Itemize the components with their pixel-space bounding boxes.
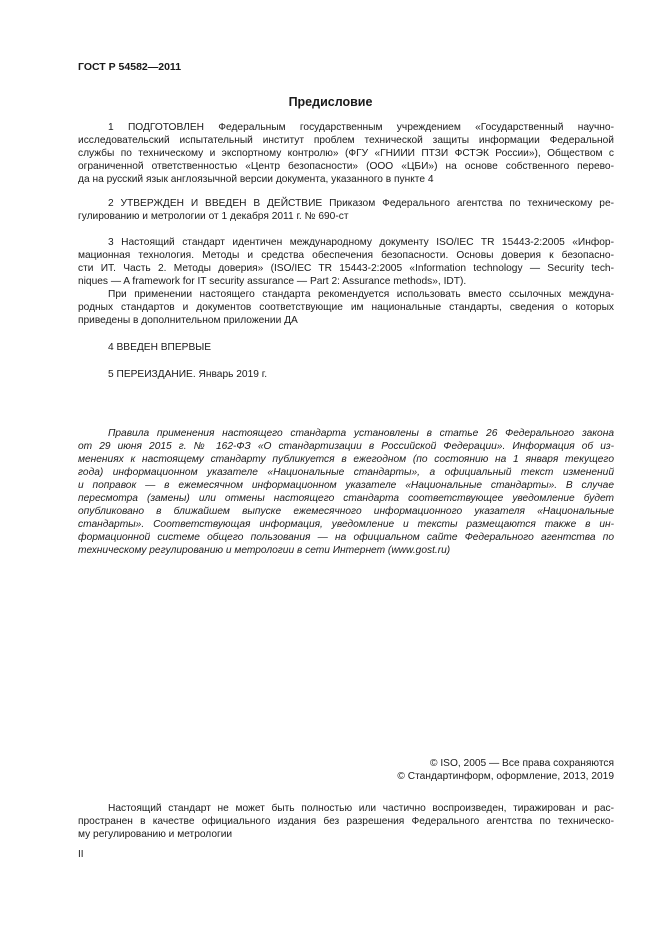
text-line: 2 УТВЕРЖДЕН И ВВЕДЕН В ДЕЙСТВИЕ Приказом Федерального агентства по техническому ре-: [108, 198, 614, 209]
text-line: гулированию и метрологии от 1 декабря 2011 г. № 690-ст: [78, 211, 349, 222]
text-line: При применении настоящего стандарта рекомендуется использовать вместо ссылочных междуна-: [108, 289, 614, 300]
copyright-standartinform: © Стандартинформ, оформление, 2013, 2019: [397, 771, 614, 782]
paragraph-introduced: [78, 341, 614, 354]
text-line: пространен в качестве официального издания без разрешения Федерального агентства по техническо-: [78, 816, 614, 827]
text-line: приведены в дополнительном приложении ДА: [78, 315, 298, 326]
text-line: Правила применения настоящего стандарта установлены в статье 26 Федерального закона: [108, 428, 614, 439]
text-line: формационной системе общего пользования — на официальном сайте Федерального агентства по: [78, 532, 614, 543]
page-title: Предисловие: [288, 95, 373, 109]
text-line: niques — A framework for IT security assurance — Part 2: Assurance methods», IDT).: [78, 276, 467, 287]
copyright-block: [78, 757, 614, 783]
copyright-iso: © ISO, 2005 — Все права сохраняются: [430, 758, 614, 769]
paragraph-identical: [78, 236, 614, 327]
text-line: 1 ПОДГОТОВЛЕН Федеральным государственным учреждением «Государственный научно-: [108, 122, 614, 133]
text-line: и поправок — в ежемесячном информационном указателе «Национальные стандарты». В случае: [78, 480, 614, 491]
text-line: Настоящий стандарт не может быть полностью или частично воспроизведен, тиражирован и рас-: [108, 803, 614, 814]
text-line: 4 ВВЕДЕН ВПЕРВЫЕ: [108, 342, 212, 353]
page-number: II: [78, 849, 84, 860]
paragraph-republished: [78, 368, 614, 381]
text-line: пересмотра (замены) или отмены настоящего стандарта соответствующее уведомление будет: [78, 493, 614, 504]
standard-id: ГОСТ Р 54582—2011: [78, 61, 182, 73]
text-line: 3 Настоящий стандарт идентичен международному документу ISO/IEC TR 15443-2:2005 «Инфор-: [108, 237, 614, 248]
text-line: исследовательский испытательный институт проблем технической защиты информации Федеральной: [78, 135, 614, 146]
reproduction-notice: [78, 802, 614, 841]
rules-note: [78, 427, 614, 557]
text-line: техническому регулированию и метрологии в сети Интернет (www.gost.ru): [78, 545, 451, 556]
paragraph-approved: [78, 197, 614, 223]
text-line: 5 ПЕРЕИЗДАНИЕ. Январь 2019 г.: [108, 369, 268, 380]
text-line: ограниченной ответственностью «Центр безопасности» (ООО «ЦБИ») на основе собственного перево-: [78, 161, 614, 172]
text-line: сти ИТ. Часть 2. Методы доверия» (ISO/IEC TR 15443-2:2005 «Information technology — Security tech-: [78, 263, 614, 274]
text-line: да на русский язык англоязычной версии документа, указанного в пункте 4: [78, 174, 434, 185]
text-line: родных стандартов и документов соответствующие им национальные стандарты, сведения о которых: [78, 302, 614, 313]
paragraph-prepared-by: [78, 121, 614, 186]
text-line: службы по техническому и экспортному контролю» (ФГУ «ГНИИИ ПТЗИ ФСТЭК России»), Обществом с: [78, 148, 614, 159]
text-line: года) информационном указателе «Национальные стандарты», а официальный текст изменений: [78, 467, 614, 478]
text-line: мационная технология. Методы и средства обеспечения безопасности. Основы доверия к безопасно-: [78, 250, 614, 261]
text-line: опубликовано в ближайшем выпуске ежемесячного информационного указателя «Национальные: [78, 506, 614, 517]
text-line: му регулированию и метрологии: [78, 829, 233, 840]
text-line: от 29 июня 2015 г. № 162-ФЗ «О стандартизации в Российской Федерации». Информация об из-: [78, 441, 614, 452]
text-line: менениях к настоящему стандарту публикуется в ежегодном (по состоянию на 1 января текущего: [78, 454, 614, 465]
text-line: стандарты». Соответствующая информация, уведомление и тексты размещаются также в ин-: [78, 519, 614, 530]
